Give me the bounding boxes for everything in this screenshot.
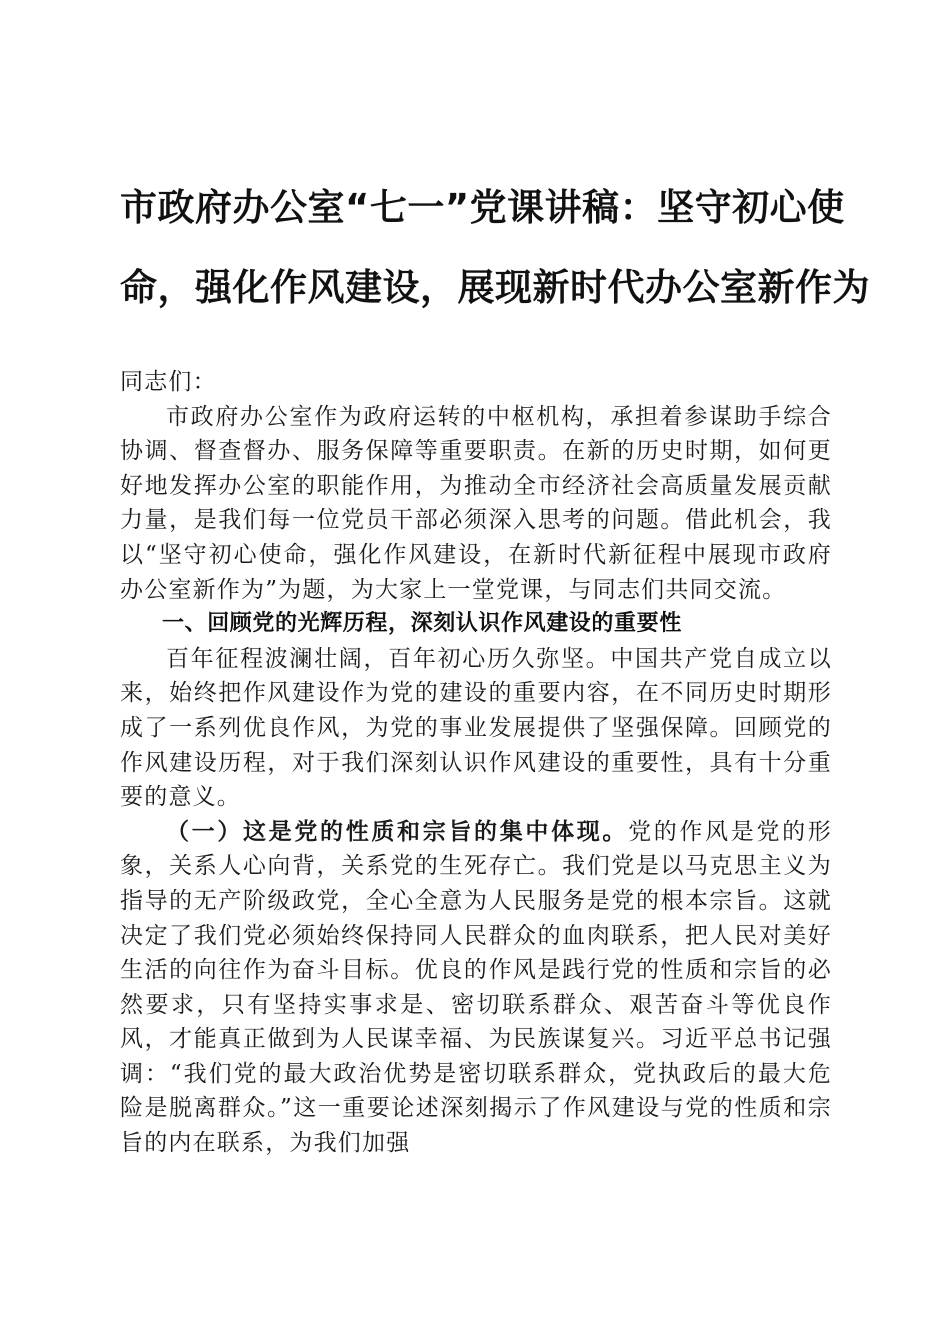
title-line-2: 命，强化作风建设，展现新时代办公室新作为	[120, 266, 870, 309]
subsection-1-text: 党的作风是党的形象，关系人心向背，关系党的生死存亡。我们党是以马克思主义为指导的无产阶级政党，全心全意为人民服务是党的根本宗旨。这就决定了我们党必须始终保持同人民群众的血肉联系，把人民对美好生活的向往作为奋斗目标。优良的作风是践行党的性质和宗旨的必然要求，只有坚持实事求是、密切联系群众、艰苦奋斗等优良作风，才能真正做到为人民谋幸福、为民族谋复兴。习近平总书记强调：“我们党的最大政治优势是密切联系群众，党执政后的最大危险是脱离群众。”这一重要论述深刻揭示了作风建设与党的性质和宗旨的内在联系，为我们加强	[120, 818, 832, 1157]
document-body	[120, 365, 832, 1161]
title-line-1: 市政府办公室“七一”党课讲稿：坚守初心使	[120, 186, 845, 229]
document-title	[120, 168, 870, 328]
section-1-paragraph: 百年征程波澜壮阔，百年初心历久弥坚。中国共产党自成立以来，始终把作风建设作为党的建设的重要内容，在不同历史时期形成了一系列优良作风，为党的事业发展提供了坚强保障。回顾党的作风建设历程，对于我们深刻认识作风建设的重要性，具有十分重要的意义。	[120, 645, 832, 811]
section-1-heading: 一、回顾党的光辉历程，深刻认识作风建设的重要性	[162, 611, 682, 637]
subsection-1-paragraph	[120, 815, 832, 1161]
salutation: 同志们：	[120, 369, 217, 395]
subsection-1-lead: （一）这是党的性质和宗旨的集中体现。	[166, 817, 629, 845]
intro-paragraph: 市政府办公室作为政府运转的中枢机构，承担着参谋助手综合协调、督查督办、服务保障等重要职责。在新的历史时期，如何更好地发挥办公室的职能作用，为推动全市经济社会高质量发展贡献力量，是我们每一位党员干部必须深入思考的问题。借此机会，我以“坚守初心使命，强化作风建设，在新时代新征程中展现市政府办公室新作为”为题，为大家上一堂党课，与同志们共同交流。	[120, 403, 832, 603]
